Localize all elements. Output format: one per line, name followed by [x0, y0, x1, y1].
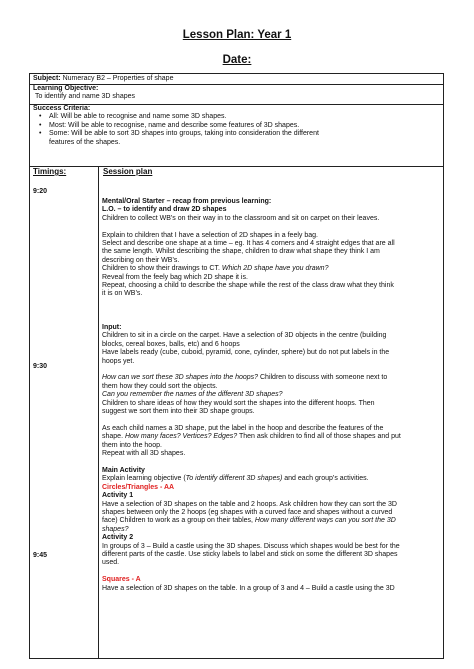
- subject-value: Numeracy B2 – Properties of shape: [62, 75, 174, 82]
- objective-row: [33, 85, 135, 102]
- session-plan: [102, 198, 442, 593]
- plan-line: Explain to children that I have a selection of 2D shapes in a feely bag.: [102, 231, 318, 239]
- activity-title: Activity 2: [102, 534, 134, 542]
- plan-line: Have labels ready (cube, cuboid, pyramid, cone, cylinder, sphere) but do not put labels in the: [102, 349, 390, 357]
- criteria-item-continued: features of the shapes.: [49, 138, 121, 146]
- page-title: Lesson Plan: Year 1: [182, 29, 292, 41]
- plan-line: them into the hoop.: [102, 441, 162, 449]
- plan-line: In groups of 3 – Build a castle using the 3D shapes. Discuss which shapes would be best for the: [102, 542, 400, 550]
- plan-line: As each child names a 3D shape, put the label in the hoop and describe the features of the: [102, 424, 384, 432]
- column-divider: [98, 166, 99, 658]
- plan-question: How can we sort these 3D shapes into the hoops?: [102, 374, 259, 382]
- plan-line: Explain learning objective (To identify different 3D shapes) and each group’s activities.: [102, 475, 369, 483]
- plan-line: Have a selection of 3D shapes on the table. In a group of 3 and 4 – Build a castle using the 3D: [102, 584, 395, 592]
- objective-label: Learning Objective:: [33, 85, 99, 92]
- plan-question: Can you remember the names of the different 3D shapes?: [102, 391, 283, 399]
- plan-line: shapes between only the 2 hoops (eg shapes with a curved face and shapes without a curved: [102, 508, 393, 516]
- plan-line: How can we sort these 3D shapes into the hoops? Children to discuss with someone next to: [102, 374, 388, 382]
- plan-line: Children to show their drawings to CT. Which 2D shape have you drawn?: [102, 265, 329, 273]
- criteria-list: [33, 113, 438, 138]
- plan-line: them how they could sort the objects.: [102, 382, 218, 390]
- timings-header: Timings:: [33, 167, 67, 176]
- date-heading: Date:: [222, 54, 252, 66]
- plan-question: How many different ways can you sort the 3D: [254, 517, 396, 525]
- group-heading: Squares - A: [102, 576, 141, 584]
- criteria-label: Success Criteria:: [33, 105, 91, 112]
- activity-title: Activity 1: [102, 492, 134, 500]
- criteria-item: • Some: Will be able to sort 3D shapes into groups, taking into consideration the different: [49, 130, 438, 138]
- main-activity-title: Main Activity: [102, 466, 145, 474]
- plan-line: Repeat with all 3D shapes.: [102, 450, 186, 458]
- plan-line: blocks, cereal boxes, balls, etc) and 6 hoops: [102, 340, 240, 348]
- criteria-item: • All: Will be able to recognise and name some 3D shapes.: [49, 113, 438, 121]
- input-title: Input:: [102, 324, 122, 332]
- plan-line: hoops yet.: [102, 357, 135, 365]
- time-label: 9:20: [33, 188, 48, 195]
- plan-question: shapes?: [102, 525, 129, 533]
- objective-text: To identify and name 3D shapes: [35, 93, 136, 101]
- plan-line: it is on WB’s.: [102, 290, 143, 298]
- plan-line: face) Children to work as a group on their tables, How many different ways can you sort the 3D: [102, 517, 396, 525]
- plan-line: different parts of the castle. Use sticky labels to label and stick on some the different 3D shapes: [102, 550, 398, 558]
- plan-line: Select and describe one shape at a time – eg. It has 4 corners and 4 straight edges that are all: [102, 240, 395, 248]
- group-heading: Circles/Triangles - AA: [102, 483, 175, 491]
- plan-line: Children to share ideas of how they would sort the shapes into the different hoops. Then: [102, 399, 375, 407]
- plan-line: shape. How many faces? Vertices? Edges? Then ask children to find all of those shapes and put: [102, 433, 401, 441]
- time-label: 9:45: [33, 552, 48, 559]
- plan-line: Have a selection of 3D shapes on the table and 2 hoops. Ask children how they can sort the 3D: [102, 500, 397, 508]
- starter-title: Mental/Oral Starter – recap from previous learning:: [102, 198, 272, 205]
- plan-line: Children to collect WB’s on their way in to the classroom and sit on carpet on their leaves.: [102, 214, 380, 222]
- lesson-plan-table: [29, 73, 444, 659]
- session-header: Session plan: [103, 167, 153, 176]
- plan-line: the same length. Whilst describing the shape, children to draw what shape they think I am: [102, 248, 380, 256]
- subject-label: Subject:: [33, 75, 61, 82]
- criteria-item: • Most: Will be able to recognise, name and describe some features of 3D shapes.: [49, 122, 438, 130]
- starter-objective: L.O. – to identify and draw 2D shapes: [102, 206, 227, 214]
- time-label: 9:30: [33, 363, 48, 370]
- plan-line: Repeat, choosing a child to describe the shape while the rest of the class draw what they think: [102, 282, 394, 290]
- plan-line: Reveal from the feely bag which 2D shape it is.: [102, 273, 248, 281]
- criteria-row: [33, 105, 438, 147]
- row-divider: [30, 166, 443, 167]
- plan-line: describing on their WB’s.: [102, 256, 180, 264]
- plan-line: suggest we sort them into their 3D shape groups.: [102, 408, 255, 416]
- plan-question: How many faces? Vertices? Edges?: [124, 433, 238, 441]
- subject-row: [33, 75, 173, 83]
- plan-line: used.: [102, 559, 120, 567]
- plan-question: Which 2D shape have you drawn?: [221, 265, 329, 273]
- plan-line: Children to sit in a circle on the carpet. Have a selection of 3D objects in the centre (building: [102, 332, 387, 340]
